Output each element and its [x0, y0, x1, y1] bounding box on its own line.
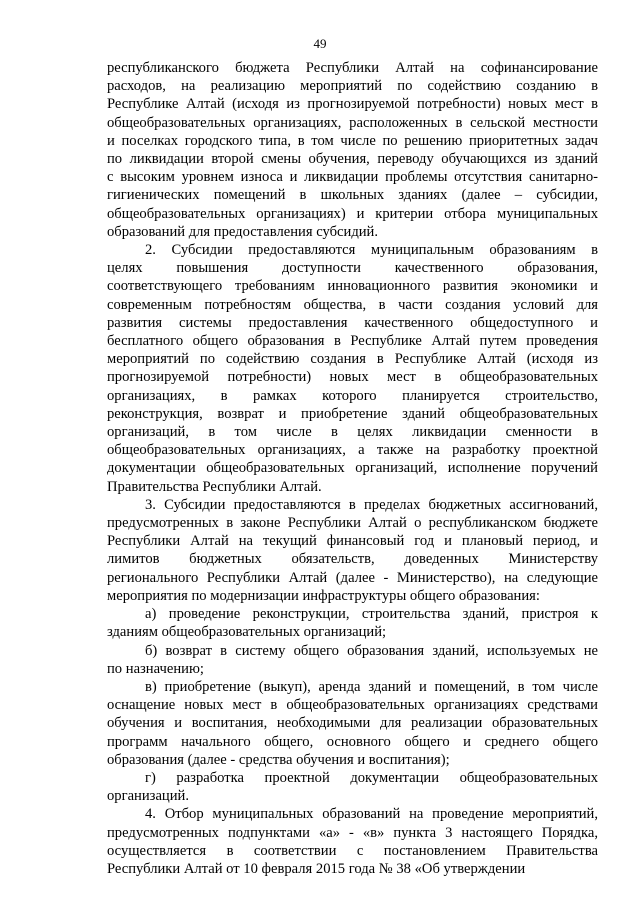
text-line: с высоким уровнем износа и ликвидации проблемы отсутствия санитарно-: [107, 169, 598, 186]
text-line: прогнозируемой потребности) новых мест в общеобразовательных: [107, 369, 598, 386]
text-line: зданиям общеобразовательных организаций;: [107, 624, 387, 641]
text-line: республиканского бюджета Республики Алтай на софинансирование: [107, 60, 598, 76]
text-line: мероприятий по содействию создания в Республике Алтай (исходя из: [107, 351, 598, 368]
text-line: развития системы предоставления качественного общедоступного и: [107, 314, 598, 331]
paragraph: [107, 496, 598, 605]
text-line: расходов, на реализацию мероприятий по содействию созданию в: [107, 78, 598, 95]
text-line: 3. Субсидии предоставляются в пределах бюджетных ассигнований,: [145, 496, 598, 513]
text-line: г) разработка проектной документации общеобразовательных: [145, 769, 598, 786]
text-line: Республики Алтай на текущий финансовый год и плановый период, и: [107, 533, 598, 550]
text-line: общеобразовательных организациях, расположенных в сельской местности: [107, 114, 598, 131]
document-body: [107, 59, 598, 878]
text-line: Правительства Республики Алтай.: [107, 478, 322, 495]
text-line: организаций, в том числе в целях ликвидации сменности в: [107, 424, 598, 441]
text-line: в) приобретение (выкуп), аренда зданий и помещений, в том числе: [145, 678, 598, 695]
text-line: 2. Субсидии предоставляются муниципальным образованиям в: [145, 242, 598, 259]
text-line: организаций.: [107, 788, 189, 805]
text-line: общеобразовательных организациях) и критерии отбора муниципальных: [107, 205, 598, 222]
text-line: мероприятия по модернизации инфраструктуры общего образования:: [107, 587, 540, 604]
page-number: 49: [313, 36, 327, 51]
text-line: по ликвидации второй смены обучения, переводу обучающихся из зданий: [107, 151, 598, 168]
text-line: оснащение новых мест в общеобразовательных организациях средствами: [107, 697, 598, 714]
text-line: предусмотренных в законе Республики Алтай о республиканском бюджете: [107, 515, 598, 532]
paragraph: [107, 805, 598, 878]
text-line: Республики Алтай от 10 февраля 2015 года № 38 «Об утверждении: [107, 860, 526, 877]
text-line: общеобразовательных организациях, а также на разработку проектной: [107, 442, 598, 459]
text-line: 4. Отбор муниципальных образований на проведение мероприятий,: [145, 806, 598, 823]
text-line: лимитов бюджетных обязательств, доведенных Министерству: [107, 551, 598, 568]
paragraph: [107, 769, 598, 805]
text-line: осуществляется в соответствии с постановлением Правительства: [107, 842, 598, 859]
text-line: предусмотренных подпунктами «а» - «в» пункта 3 настоящего Порядка,: [107, 824, 598, 841]
paragraph: [107, 678, 598, 769]
text-line: реконструкция, возврат и приобретение зданий общеобразовательных: [107, 405, 598, 422]
paragraph: [107, 605, 598, 641]
paragraph: [107, 642, 598, 678]
text-line: по назначению;: [107, 660, 204, 677]
text-line: и поселках городского типа, в том числе по решению приоритетных задач: [107, 132, 598, 149]
paragraph: [107, 241, 598, 496]
text-line: Республике Алтай (исходя из прогнозируемой потребности) новых мест в: [107, 96, 598, 113]
text-line: регионального Республики Алтай (далее - Министерство), на следующие: [107, 569, 598, 586]
text-line: а) проведение реконструкции, строительства зданий, пристроя к: [145, 606, 598, 623]
text-line: программ начального общего, основного общего и среднего общего: [107, 733, 598, 750]
paragraph: [107, 59, 598, 241]
text-line: документации общеобразовательных организаций, исполнение поручений: [107, 460, 598, 477]
text-line: гигиенических помещений в школьных зданиях (далее – субсидии,: [107, 187, 598, 204]
text-line: соответствующего требованиям инновационного развития экономики и: [107, 278, 598, 295]
text-line: образования (далее - средства обучения и воспитания);: [107, 751, 450, 768]
text-line: целях повышения доступности качественного образования,: [107, 260, 598, 277]
text-line: современным потребностям общества, в части создания условий для: [107, 296, 598, 313]
text-line: б) возврат в систему общего образования зданий, используемых не: [145, 642, 598, 659]
text-line: образований для предоставления субсидий.: [107, 223, 379, 240]
text-line: бесплатного общего образования в Республике Алтай путем проведения: [107, 333, 598, 350]
text-line: обучения и воспитания, необходимыми для реализации образовательных: [107, 715, 598, 732]
text-line: организациях, в рамках которого планируется строительство,: [107, 387, 598, 404]
